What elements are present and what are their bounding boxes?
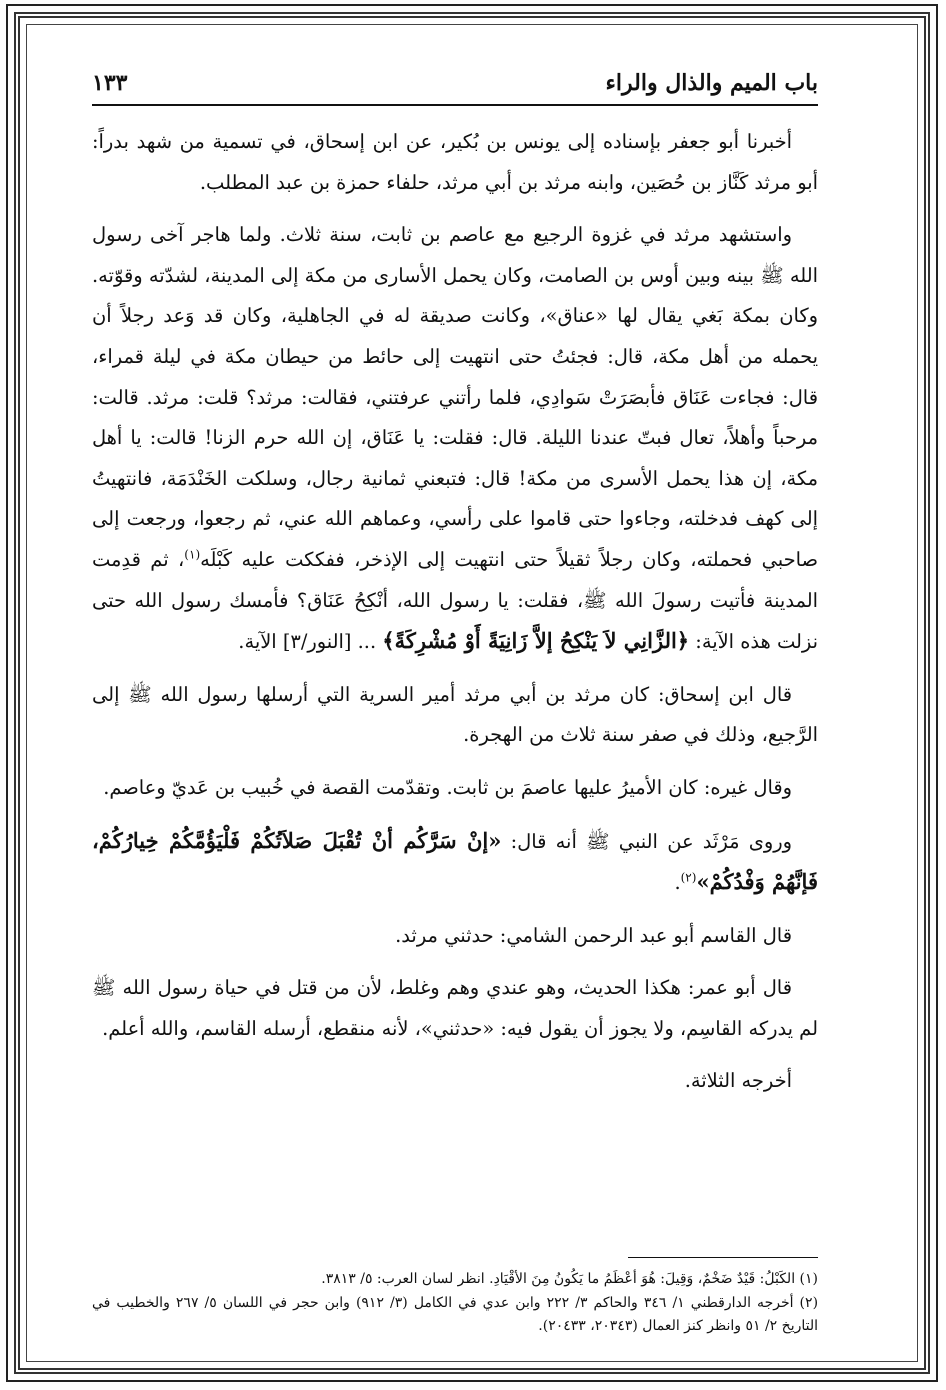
running-header [92,70,818,106]
paragraph-5 [92,821,818,904]
paragraph-2-cont: ، ثم قدِمت المدينة فأتيت رسولَ الله ﷺ، فقلت: يا رسول الله، أنْكِحُ عَنَاق؟ فأمسك رسول الله حتى نزلت هذه الآية: [92,547,818,654]
paragraph-5-text: وروى مَرْثَد عن النبي ﷺ أنه قال: [501,829,792,853]
paragraph-5-end: . [674,871,681,895]
paragraph-7: قال أبو عمر: هكذا الحديث، وهو عندي وهم وغلط، لأن من قتل في حياة رسول الله ﷺ لم يدركه القاسِم، ولا يجوز أن يقول فيه: «حدثني»، لأنه منقطع، أرسله القاسم، والله أعلم. [92,976,818,1040]
paragraph-4: وقال غيره: كان الأميرُ عليها عاصمَ بن ثابت. وتقدّمت القصة في خُبيب بن عَديّ وعاصم. [103,775,792,799]
chapter-title: باب الميم والذال والراء [605,70,818,96]
main-text [92,122,818,1114]
verse-citation: ... [النور/٣] الآية. [238,630,377,654]
footnotes [92,1268,818,1339]
footnote-1: (١) الكَبْلُ: قَيْدٌ ضَخْمٌ، وَقِيلَ: هُوَ أعْظَمُ ما يَكُونُ مِنَ الأقْيَادِ. انظر لسان العرب: ٥/ ٣٨١٣. [321,1271,818,1287]
quran-verse: ﴿الزَّانِي لاَ يَنْكِحُ إلاَّ زَانِيَةً أَوْ مُشْرِكَةً﴾ [382,628,690,654]
page-number: ١٣٣ [92,70,128,96]
paragraph-3: قال ابن إسحاق: كان مرثد بن أبي مرثد أمير السرية التي أرسلها رسول الله ﷺ إلى الرَّجيع، وذلك في صفر سنة ثلاث من الهجرة. [92,682,818,747]
paragraph-1: أخبرنا أبو جعفر بإسناده إلى يونس بن بُكير، عن ابن إسحاق، في تسمية من شهد بدراً: أبو مرثد كَنَّاز بن حُصَين، وابنه مرثد بن أبي مرثد، حلفاء حمزة بن عبد المطلب. [92,130,818,194]
paragraph-8: أخرجه الثلاثة. [684,1069,792,1093]
footnote-2: (٢) أخرجه الدارقطني ١/ ٣٤٦ والحاكم ٣/ ٢٢٢ وابن عدي في الكامل (٣/ ٩١٢) وابن حجر في اللسان ٥/ ٢٦٧ والخطيب في التاريخ ٢/ ٥١ وانظر كنز العمال (٢٠٣٤٣، ٢٠٤٣٣). [92,1294,819,1334]
footnote-separator [628,1257,818,1258]
paragraph-6: قال القاسم أبو عبد الرحمن الشامي: حدثني مرثد. [395,923,792,947]
footnote-ref-1[interactable]: (١) [184,547,201,562]
paragraph-2-text: واستشهد مرثد في غزوة الرجيع مع عاصم بن ثابت، سنة ثلاث. ولما هاجر آخى رسول الله ﷺ بينه وبين أوس بن الصامت، وكان يحمل الأسارى من مكة إلى المدينة، لشدّته وقوّته. وكان بمكة بَغي يقال لها «عناق»، وكانت صديقة له في الجاهلية، وكان قد وَعد رجلاً أن يحمله من أهل مكة، قال: فجئتُ حتى انتهيت إلى حائط من حيطان مكة في ليلة قمراء، قال: فجاءت عَنَاق فأبصَرَتْ سَوادِي، فلما رأتني عرفتني، فقالت: مرثد؟ قلت: مرثد. قالت: مرحباً وأهلاً، تعال فبتّ عندنا الليلة. قال: فقلت: يا عَنَاق، إن الله حرم الزنا! قالت: يا أهل مكة، إن هذا يحمل الأسرى من مكة! قال: فتبعني ثمانية رجال، وسلكت الخَنْدَمَة، فانتهيتُ إلى كهف فدخلته، وجاءوا حتى قاموا على رأسي، وعماهم الله عني، ثم رجعوا، ورجعت إلى صاحبي فحملته، وكان رجلاً ثقيلاً حتى انتهيت إلى الإذخر، ففككت عليه كَبْلَه [92,223,818,571]
footnote-ref-2[interactable]: (٢) [680,870,697,885]
hadith-text: «إنْ سَرَّكُم أنْ تُقْبَلَ صَلاَتُكُمْ فَلْيَؤُمَّكُمْ خِيارُكُمْ، فَإنَّهُمْ وَفْدُكُمْ» [92,827,818,895]
paragraph-2 [92,215,818,663]
book-page [92,60,819,1334]
